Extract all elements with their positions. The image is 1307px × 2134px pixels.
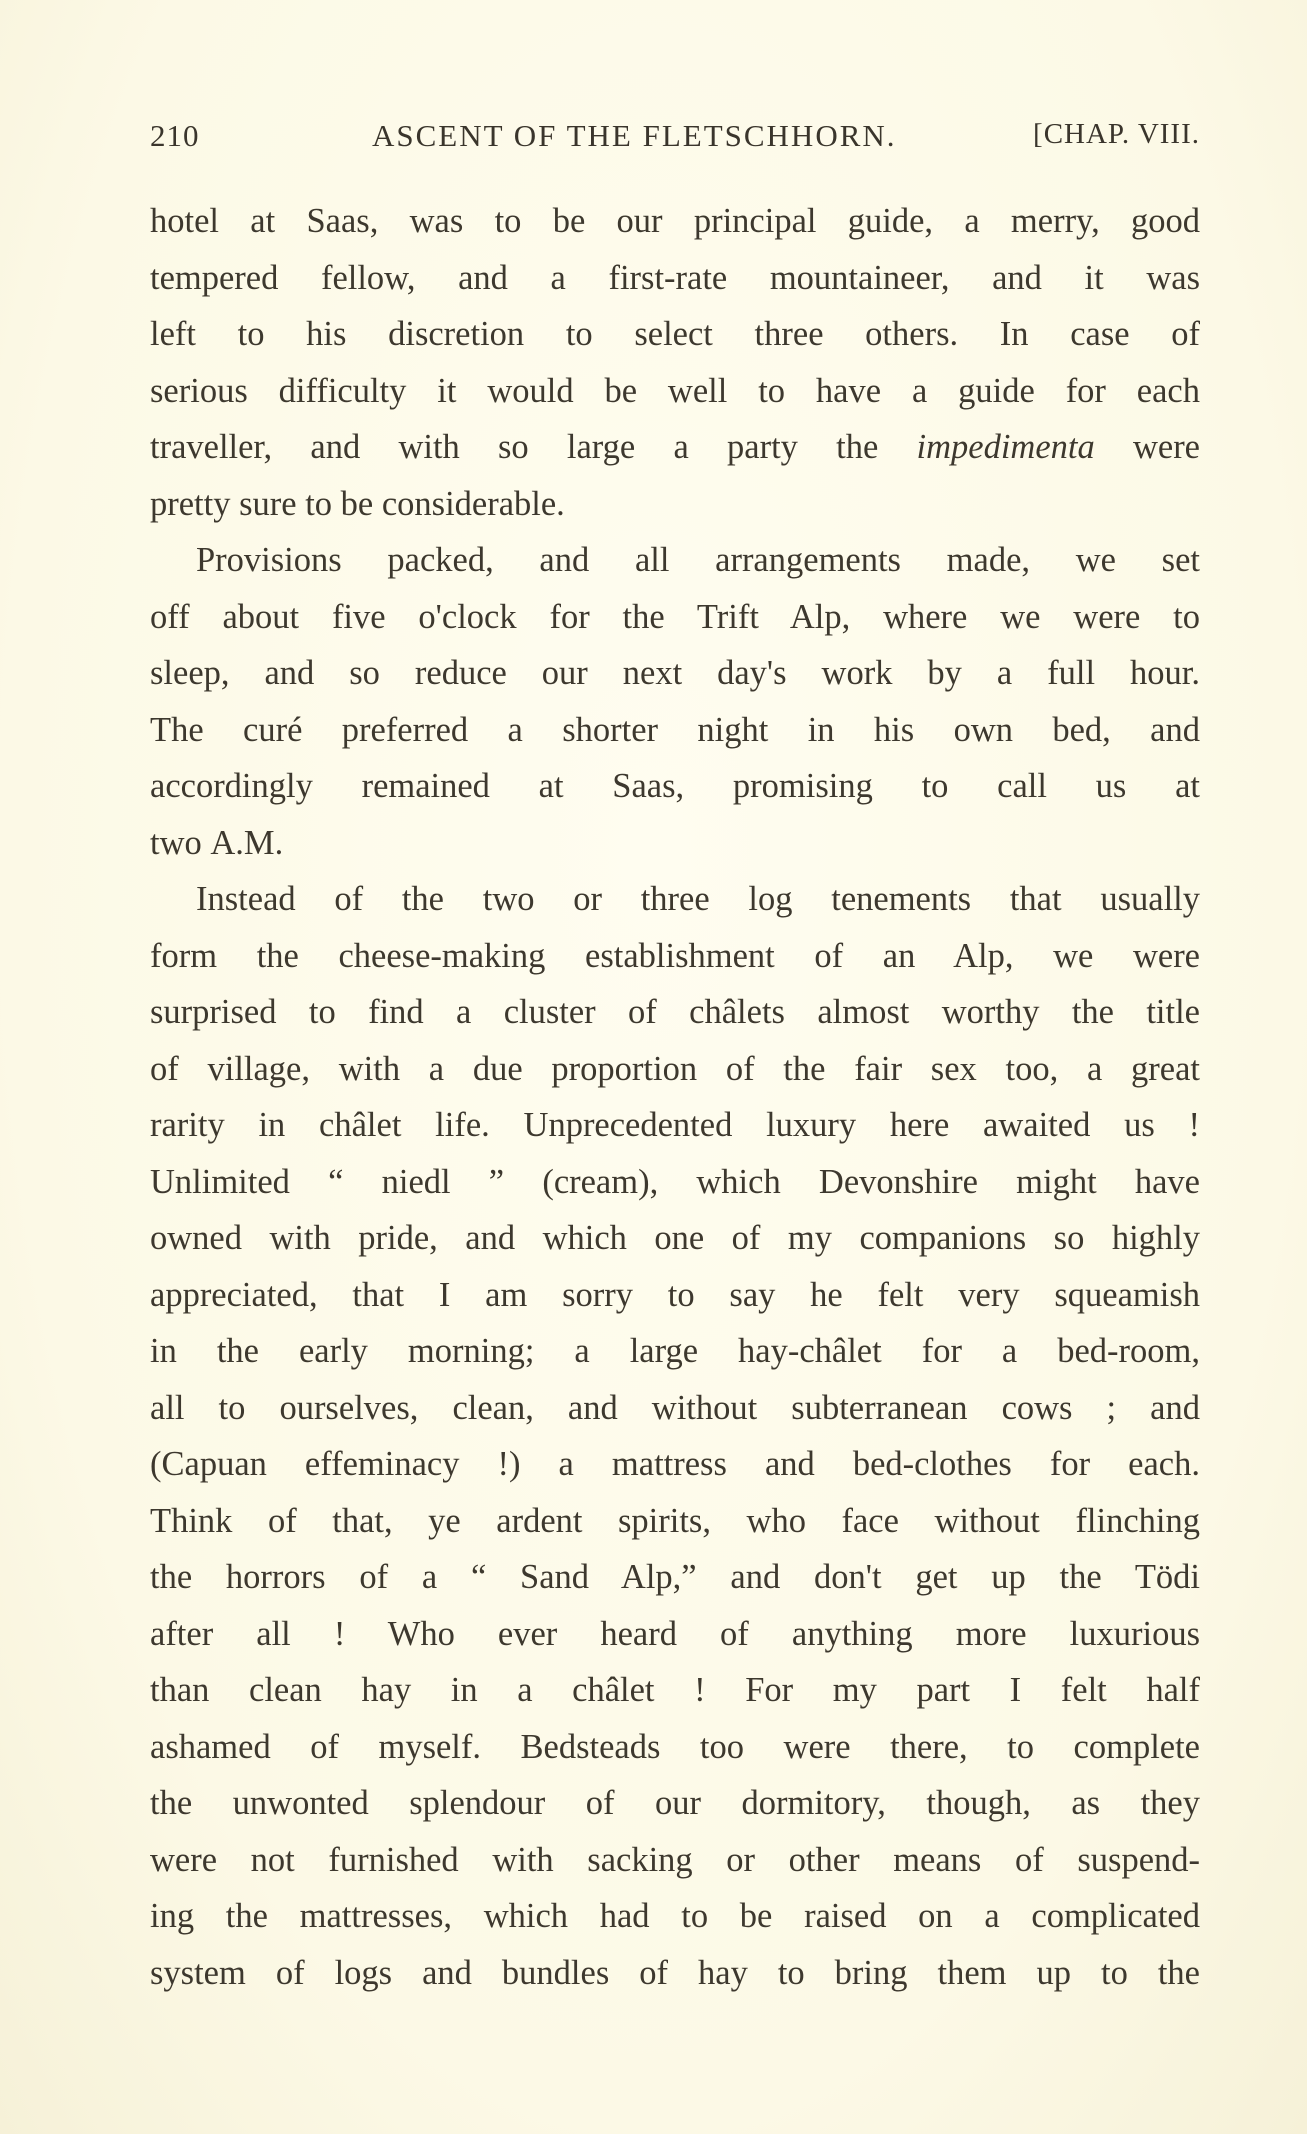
text-line-with-italic — [150, 419, 1200, 476]
text-line: system of logs and bundles of hay to bring them up to the — [150, 1953, 1200, 1992]
text-fragment: traveller, and with so large a party the — [150, 428, 879, 466]
italic-word: impedimenta — [916, 428, 1095, 466]
text-line: off about five o'clock for the Trift Alp, where we were to — [150, 597, 1200, 636]
text-line: sleep, and so reduce our next day's work by a full hour. — [150, 654, 1200, 692]
text-line: the horrors of a “ Sand Alp,” and don't get up the Tödi — [150, 1558, 1200, 1596]
body-text — [150, 193, 1200, 2001]
text-line: Think of that, ye ardent spirits, who face without flinching — [150, 1501, 1200, 1540]
text-line: hotel at Saas, was to be our principal guide, a merry, good — [150, 202, 1200, 240]
running-title: ASCENT OF THE FLETSCHHORN. — [372, 118, 897, 153]
text-line: serious difficulty it would be well to have a guide for each — [150, 371, 1200, 410]
text-line: after all ! Who ever heard of anything more luxurious — [150, 1614, 1200, 1653]
paragraph-start-line: Instead of the two or three log tenements that usually — [196, 880, 1200, 918]
text-line: the unwonted splendour of our dormitory, though, as they — [150, 1784, 1200, 1822]
time-abbreviation: A.M. — [210, 823, 284, 862]
paragraph-start-line: Provisions packed, and all arrangements made, we set — [196, 541, 1200, 579]
text-line — [150, 815, 1200, 872]
page-number: 210 — [150, 118, 200, 153]
text-line: Unlimited “ niedl ” (cream), which Devonshire might have — [150, 1162, 1200, 1201]
text-line: form the cheese-making establishment of an Alp, we were — [150, 936, 1200, 975]
text-line: rarity in châlet life. Unprecedented luxury here awaited us ! — [150, 1106, 1200, 1144]
text-fragment: two — [150, 823, 202, 862]
text-line: The curé preferred a shorter night in his own bed, and — [150, 710, 1200, 749]
text-line: owned with pride, and which one of my companions so highly — [150, 1219, 1200, 1257]
text-line: all to ourselves, clean, and without subterranean cows ; and — [150, 1388, 1200, 1427]
text-line: (Capuan effeminacy !) a mattress and bed-clothes for each. — [150, 1445, 1200, 1483]
text-line: accordingly remained at Saas, promising to call us at — [150, 767, 1200, 805]
text-line: in the early morning; a large hay-châlet for a bed-room, — [150, 1332, 1200, 1370]
text-fragment: were — [1132, 428, 1200, 466]
text-line: than clean hay in a châlet ! For my part I felt half — [150, 1671, 1200, 1709]
text-line: appreciated, that I am sorry to say he felt very squeamish — [150, 1275, 1200, 1314]
text-line: surprised to find a cluster of châlets almost worthy the title — [150, 993, 1200, 1031]
page-header — [150, 118, 1200, 160]
text-line: left to his discretion to select three others. In case of — [150, 315, 1200, 353]
text-line: pretty sure to be considerable. — [150, 484, 565, 523]
chapter-reference: [CHAP. VIII. — [1033, 118, 1200, 150]
text-line: ing the mattresses, which had to be raised on a complicated — [150, 1897, 1200, 1935]
text-line: were not furnished with sacking or other means of suspend- — [150, 1840, 1200, 1879]
text-line: of village, with a due proportion of the fair sex too, a great — [150, 1049, 1200, 1088]
text-line: tempered fellow, and a first-rate mountaineer, and it was — [150, 258, 1200, 297]
text-line: ashamed of myself. Bedsteads too were there, to complete — [150, 1727, 1200, 1766]
